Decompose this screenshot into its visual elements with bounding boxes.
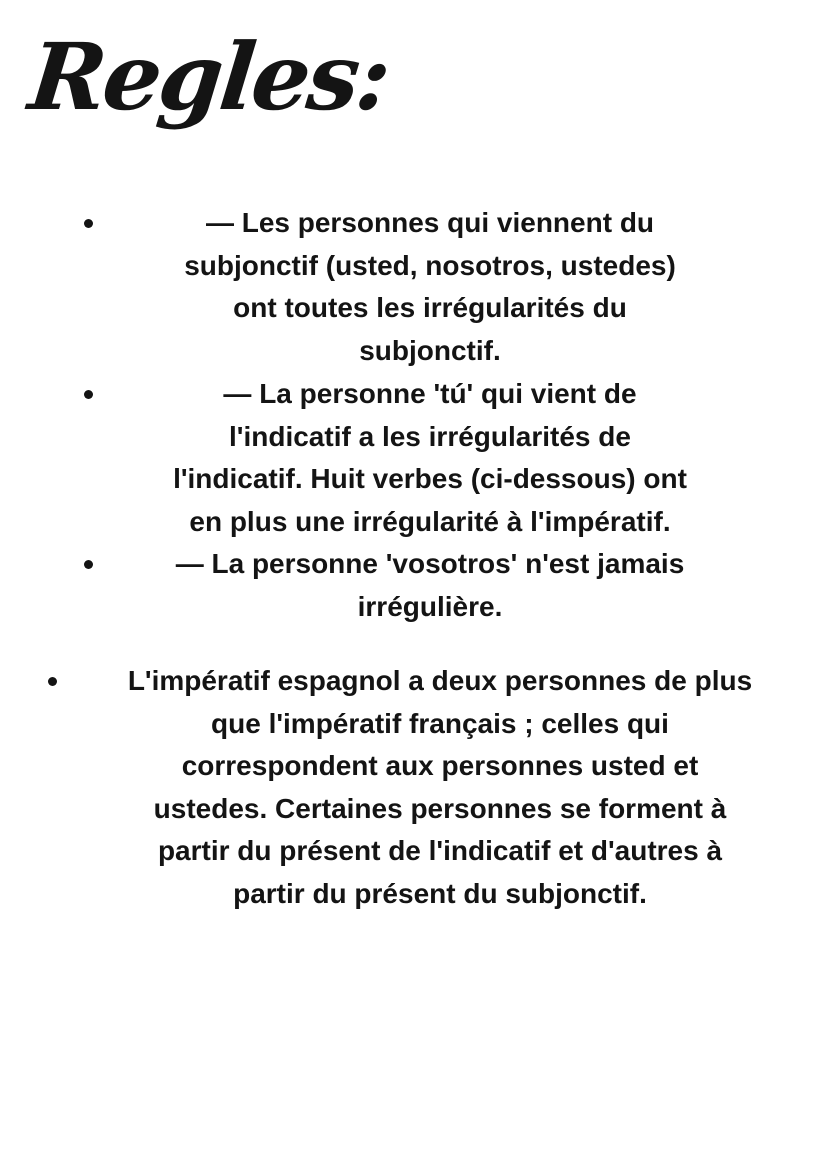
bullet-icon (84, 219, 93, 228)
bullet-icon (48, 677, 57, 686)
text-line: subjonctif. (359, 334, 501, 366)
text-line: correspondent aux personnes usted et (181, 750, 699, 781)
text-line: irrégulière. (357, 590, 503, 622)
text-line: l'indicatif a les irrégularités de (229, 420, 631, 452)
text-line: partir du présent du subjonctif. (233, 877, 647, 909)
text-line: — La personne 'tú' qui vient de (223, 378, 637, 409)
page-title: Regles: (24, 23, 394, 131)
bullet-icon (84, 390, 93, 399)
text-line: partir du présent de l'indicatif et d'autres à (157, 835, 723, 866)
text-line: ont toutes les irrégularités du (233, 292, 627, 323)
bullet-icon (84, 560, 93, 569)
text-line: — Les personnes qui viennent du (205, 207, 655, 238)
text-line: que l'impératif français ; celles qui (211, 707, 669, 739)
rule-text (110, 202, 750, 372)
rule-text (80, 660, 800, 915)
text-line: ustedes. Certaines personnes se forment à (153, 792, 727, 824)
text-line: subjonctif (usted, nosotros, ustedes) (184, 249, 676, 281)
rule-text (110, 373, 750, 543)
text-line: l'indicatif. Huit verbes (ci-dessous) ont (173, 463, 687, 494)
text-line: en plus une irrégularité à l'impératif. (189, 505, 671, 537)
text-line: L'impératif espagnol a deux personnes de plus (127, 665, 753, 696)
rule-text (110, 543, 750, 628)
text-line: — La personne 'vosotros' n'est jamais (175, 548, 685, 579)
